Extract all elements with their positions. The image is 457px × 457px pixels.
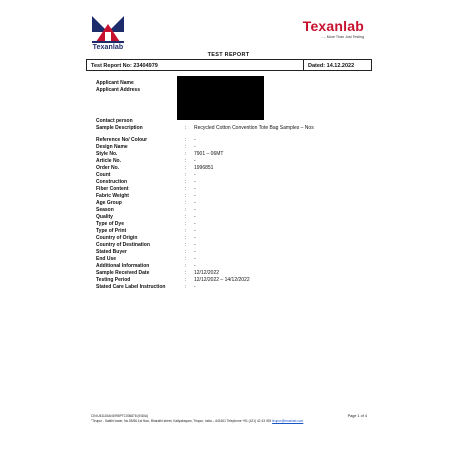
field-colon: : (185, 214, 187, 220)
field-value: Recycled Cotton Convention Tote Bag Samples – Nos (194, 125, 314, 131)
field-row (96, 179, 376, 186)
field-value: - (194, 158, 196, 164)
report-box-divider (303, 60, 304, 70)
field-colon: : (185, 158, 187, 164)
field-colon: : (185, 277, 187, 283)
field-row (96, 137, 376, 144)
field-label: Contact person (96, 118, 133, 124)
field-value: - (194, 228, 196, 234)
field-row (96, 235, 376, 242)
field-label: Construction (96, 179, 128, 185)
field-value: - (194, 221, 196, 227)
field-colon: : (185, 221, 187, 227)
field-colon: : (185, 200, 187, 206)
brand-name: Texanlab (302, 18, 364, 34)
field-label: Quality (96, 214, 113, 220)
field-row (96, 125, 376, 132)
field-value: - (194, 137, 196, 143)
field-colon: : (185, 242, 187, 248)
field-row (96, 207, 376, 214)
field-colon: : (185, 235, 187, 241)
field-value: - (194, 172, 196, 178)
field-value: - (194, 179, 196, 185)
field-label: Stated Care Label Instruction (96, 284, 166, 290)
field-label: Stated Buyer (96, 249, 127, 255)
field-colon: : (185, 186, 187, 192)
field-row (96, 200, 376, 207)
field-colon: : (185, 228, 187, 234)
field-value: - (194, 249, 196, 255)
footer-address: "Tirupur - Sakthi tower, No.55/56,1st floor, Bharathi street, Kaliyabayam, Tirupur, India – 641601 Telephone +91 (421) 42 43 493 (91, 418, 272, 423)
field-row (96, 186, 376, 193)
field-colon: : (185, 179, 187, 185)
field-colon: : (185, 263, 187, 269)
field-value: 1996851 (194, 165, 214, 171)
footer-cin: CIN:U51115AN1995PTC006878 (INDIA) (91, 414, 149, 418)
field-value: - (194, 214, 196, 220)
field-row (96, 193, 376, 200)
brand-tagline: ..... More Than Just Testing (320, 35, 364, 39)
field-value: - (194, 200, 196, 206)
redacted-block (177, 76, 264, 120)
report-number-box (86, 59, 372, 71)
field-row (96, 151, 376, 158)
field-colon: : (185, 172, 187, 178)
field-label: Age Group (96, 200, 122, 206)
field-value: - (194, 207, 196, 213)
field-label: Reference No/ Colour (96, 137, 148, 143)
report-number: Test Report No: 23404979 (91, 62, 158, 69)
field-label: Count (96, 172, 111, 178)
field-row (96, 165, 376, 172)
field-label: End Use (96, 256, 117, 262)
field-label: Design Name (96, 144, 128, 150)
field-colon: : (185, 193, 187, 199)
field-value: - (194, 284, 196, 290)
field-colon: : (185, 125, 187, 131)
field-value: - (194, 263, 196, 269)
field-row (96, 284, 376, 291)
field-label: Country of Origin (96, 235, 138, 241)
field-colon: : (185, 165, 187, 171)
field-row (96, 172, 376, 179)
field-colon: : (185, 207, 187, 213)
field-colon: : (185, 151, 187, 157)
field-row (96, 118, 376, 125)
field-row (96, 256, 376, 263)
applicant-address-label: Applicant Address (96, 87, 140, 93)
field-value: 12/12/2022 (194, 270, 220, 276)
field-label: Additional Information (96, 263, 150, 269)
field-value: 7901 – 06MT (194, 151, 224, 157)
field-label: Season (96, 207, 114, 213)
footer-address-line (91, 419, 367, 424)
field-row (96, 221, 376, 228)
field-label: Type of Print (96, 228, 127, 234)
field-value: - (194, 144, 196, 150)
field-row (96, 144, 376, 151)
field-row (96, 242, 376, 249)
field-colon: : (185, 249, 187, 255)
field-value: - (194, 242, 196, 248)
field-colon: : (185, 270, 187, 276)
field-row (96, 249, 376, 256)
field-value: 12/12/2022 – 14/12/2022 (194, 277, 250, 283)
page-number: Page 1 of 4 (347, 414, 367, 418)
field-label: Order No. (96, 165, 120, 171)
field-label: Country of Destination (96, 242, 150, 248)
field-label: Sample Received Date (96, 270, 150, 276)
field-colon: : (185, 256, 187, 262)
brand-block (303, 18, 364, 40)
applicant-name-label: Applicant Name (96, 80, 134, 86)
field-colon: : (185, 284, 187, 290)
field-label: Sample Description (96, 125, 143, 131)
report-date: Dated: 14.12.2022 (308, 62, 355, 69)
page-footer (91, 414, 367, 423)
field-value: - (194, 256, 196, 262)
field-row (96, 263, 376, 270)
footer-email-link[interactable]: tirupur@texanlab.com (272, 418, 304, 423)
field-colon: : (185, 144, 187, 150)
field-colon: : (185, 137, 187, 143)
field-row (96, 214, 376, 221)
field-value: - (194, 235, 196, 241)
field-label: Fiber Content (96, 186, 129, 192)
field-label: Fabric Weight (96, 193, 129, 199)
field-label: Testing Period (96, 277, 131, 283)
field-value: - (194, 186, 196, 192)
document-title: TEST REPORT (207, 52, 250, 58)
field-row (96, 270, 376, 277)
logo-label: Texanlab (92, 44, 124, 51)
logo-emblem-icon (88, 14, 128, 44)
field-row (96, 158, 376, 165)
field-row (96, 277, 376, 284)
field-label: Style No. (96, 151, 118, 157)
field-row (96, 228, 376, 235)
field-value: - (194, 193, 196, 199)
field-label: Article No. (96, 158, 122, 164)
field-label: Type of Dye (96, 221, 124, 227)
